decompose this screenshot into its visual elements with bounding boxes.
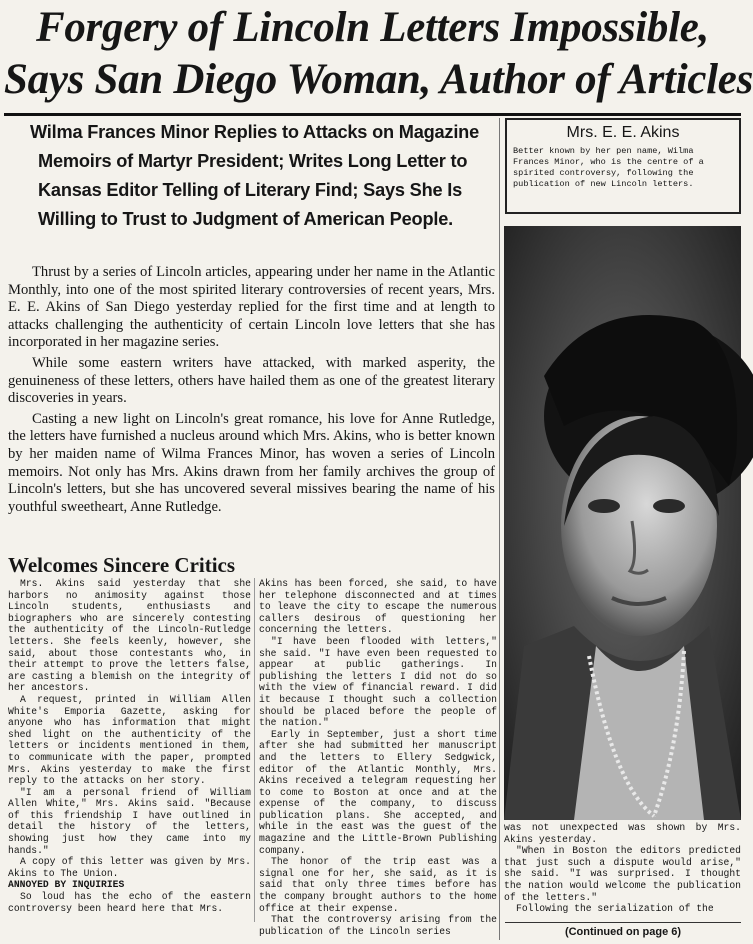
lead-paragraph: Thrust by a series of Lincoln articles, appearing under her name in the Atlantic Monthly, into one of the most spirited literary controversies of recent years, Mrs. E. E. Akins of San Diego yesterday replied for the first time and at length to attacks challenging the authenticity of certain Lincoln love letters that she has incorporated in her magazine series. [8,264,495,351]
subheading: Welcomes Sincere Critics [8,553,236,577]
body-paragraph: Mrs. Akins said yesterday that she harbors no animosity against those Lincoln students, enthusiasts and biographers who are sincerely contesting the authenticity of the Lincoln-Rutledge letters. She feels keenly, however, she said, about those contestants who, in their attempt to prove the letters false, are casting a blemish on the integrity of her ancestors. [8,578,251,694]
body-paragraph: "I am a personal friend of William Allen White," Mrs. Akins said. "Because of this friendship I have outlined in detail the history of the letters, showing just how they came into my hands." [8,786,251,856]
body-paragraph: "I have been flooded with letters," she said. "I have even been requested to appear at public gatherings. In publishing the letters I did not do so with the view of financial reward. I did it because I thought such a collection should be placed before the people of the nation." [259,635,497,729]
deck-headline [4,118,494,253]
body-paragraph: Following the serialization of the [516,903,714,915]
headline-line-1: Forgery of Lincoln Letters Impossible, [36,4,709,51]
deck-line: Memoirs of Martyr President; Writes Long Letter to [38,151,468,171]
article-column-2 [254,578,497,937]
caption-name: Mrs. E. E. Akins [566,124,680,141]
lead-paragraph: While some eastern writers have attacked, with marked asperity, the genuineness of these letters, others have hailed them as one of the greatest literary discoveries in years. [8,354,495,407]
portrait-illustration [504,226,741,820]
column-rule [499,118,500,940]
deck-line: Wilma Frances Minor Replies to Attacks on Magazine [30,122,480,142]
caption-text: Better known by her pen name, Wilma Frances Minor, who is the centre of a spirited controversy, following the publication of new Lincoln letters. [513,146,704,189]
deck-line: Kansas Editor Telling of Literary Find; Says She Is [38,180,463,200]
continued-notice: (Continued on page 6) [505,922,741,941]
lead-paragraph: Casting a new light on Lincoln's great romance, his love for Anne Rutledge, the letters have furnished a nucleus around which Mrs. Akins, who is better known by her maiden name of Wilma Frances Minor, has woven a series of Lincoln memoirs. Not only has Mrs. Akins drawn from her family archives the group of Lincoln's letters, but she has uncovered several missives bearing the name of his youthful sweetheart, Anne Rutledge. [8,410,495,515]
deck-line: Willing to Trust to Judgment of American People. [38,209,453,229]
headline [4,2,753,116]
body-paragraph: A request, printed in William Allen White's Emporia Gazette, asking for anyone who has information that might shed light on the authenticity of the letters or incidents mentioned in them, to communicate with the paper, prompted Mrs. Akins yesterday to make the first reply to the attacks on her story. [8,693,251,787]
inline-subhead: ANNOYED BY INQUIRIES [8,879,125,891]
article-column-3 [504,822,741,922]
portrait-photo [504,226,741,820]
body-paragraph: was not unexpected was shown by Mrs. Akins yesterday. [504,822,741,845]
body-paragraph: So loud has the echo of the eastern controversy been heard here that Mrs. [8,891,251,914]
headline-line-2: Says San Diego Woman, Author of Articles [4,56,753,103]
photo-caption-box [505,118,741,214]
body-paragraph: A copy of this letter was given by Mrs. Akins to The Union. [8,856,251,879]
body-paragraph: "When in Boston the editors predicted that just such a dispute would arise," she said. "I was surprised. I thought the nation would welcome the publication of the letters." [504,845,741,903]
body-paragraph: That the controversy arising from the publication of the Lincoln series [259,914,497,937]
article-column-1 [8,578,251,922]
body-paragraph: Early in September, just a short time after she had submitted her manuscript and the letters to Ellery Sedgwick, editor of the Atlantic Monthly, Mrs. Akins received a telegram requesting her to come to Boston at once and at the expense of the company, to discuss publication plans. She accepted, and while in the east was the guest of the magazine and the Little-Brown Publishing company. [259,728,497,856]
body-paragraph: The honor of the trip east was a signal one for her, she said, as it is said that only three times before has the company brought authors to the home office at their expense. [259,856,497,914]
body-paragraph: Akins has been forced, she said, to have her telephone disconnected and at times to leave the city to escape the numerous callers desirous of questioning her concerning the letters. [259,578,497,636]
lead-text [8,264,495,519]
